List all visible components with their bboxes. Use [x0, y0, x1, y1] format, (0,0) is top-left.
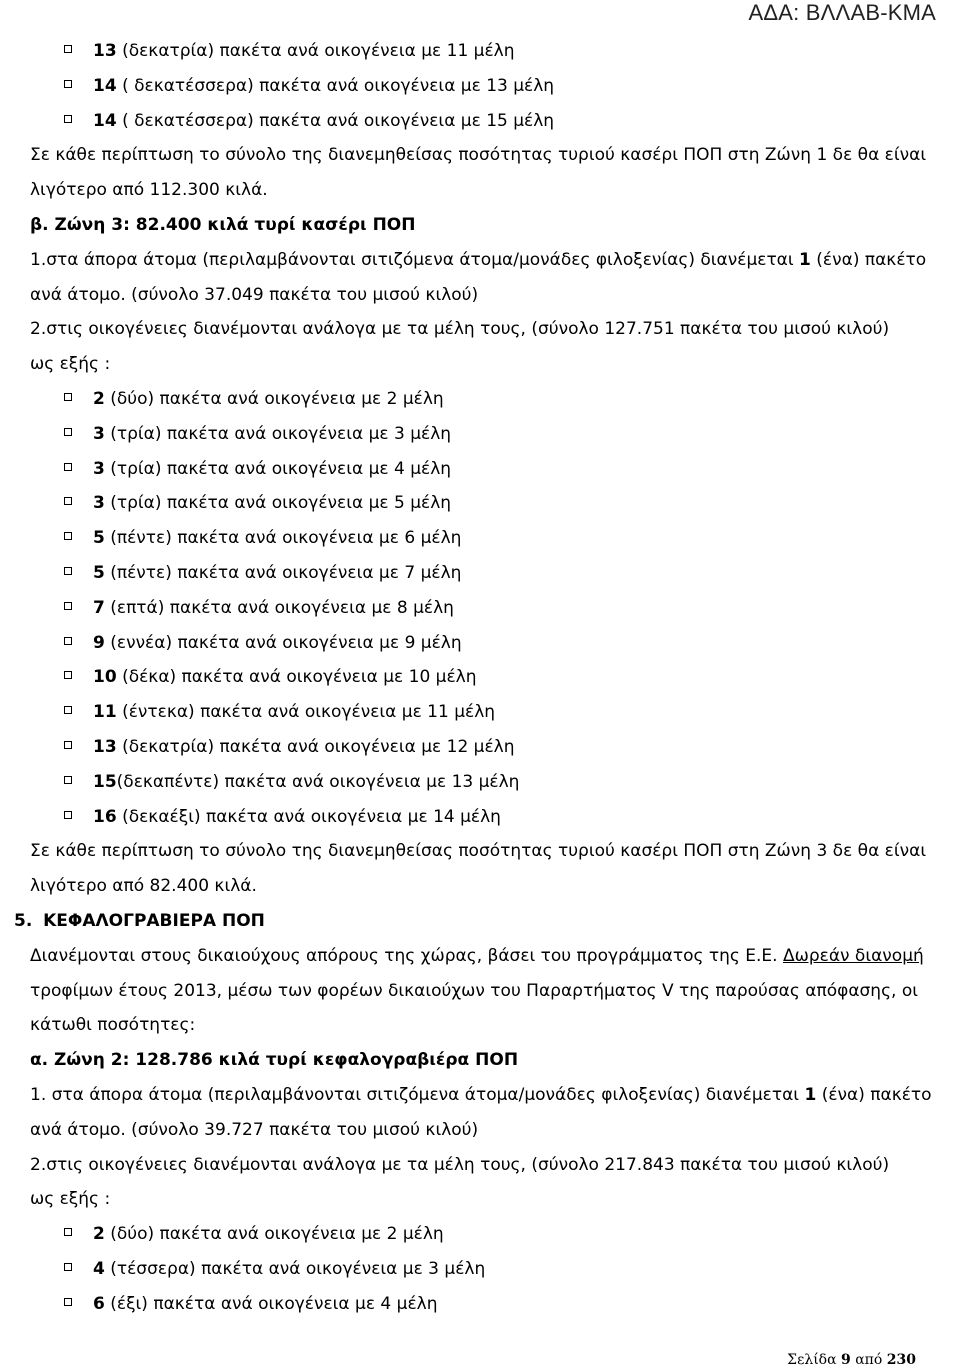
list-item: 3 (τρία) πακέτα ανά οικογένεια με 4 μέλη: [30, 452, 945, 487]
section-heading: 5. ΚΕΦΑΛΟΓΡΑΒΙΕΡΑ ΠΟΠ: [14, 910, 265, 931]
list-item: 3 (τρία) πακέτα ανά οικογένεια με 5 μέλη: [30, 486, 945, 521]
list-item: 14 ( δεκατέσσερα) πακέτα ανά οικογένεια με 15 μέλη: [30, 104, 945, 139]
checkbox-bullet-icon: [64, 706, 72, 714]
paragraph-line: 1.στα άπορα άτομα (περιλαμβάνονται σιτιζόμενα άτομα/μονάδες φιλοξενίας) διανέμεται 1 (ένα) πακέτο: [30, 249, 927, 270]
list-item: 2 (δύο) πακέτα ανά οικογένεια με 2 μέλη: [30, 1217, 945, 1252]
paragraph-line: ως εξής :: [30, 354, 111, 375]
list-item: 10 (δέκα) πακέτα ανά οικογένεια με 10 μέλη: [30, 660, 945, 695]
document-body: [14, 34, 945, 1321]
checkbox-bullet-icon: [64, 497, 72, 505]
list-item: 11 (έντεκα) πακέτα ανά οικογένεια με 11 μέλη: [30, 695, 945, 730]
list-item: 9 (εννέα) πακέτα ανά οικογένεια με 9 μέλη: [30, 626, 945, 661]
checkbox-bullet-icon: [64, 393, 72, 401]
paragraph-line: ως εξής :: [30, 1189, 111, 1210]
checkbox-bullet-icon: [64, 1228, 72, 1236]
checkbox-bullet-icon: [64, 637, 72, 645]
checkbox-bullet-icon: [64, 776, 72, 784]
paragraph-line: 1. στα άπορα άτομα (περιλαμβάνονται σιτιζόμενα άτομα/μονάδες φιλοξενίας) διανέμεται 1 (ένα) πακέτο: [30, 1084, 932, 1105]
ada-code: ΑΔΑ: ΒΛΛΑΒ-ΚΜΑ: [748, 0, 936, 25]
checkbox-bullet-icon: [64, 428, 72, 436]
paragraph-line: 2.στις οικογένειες διανέμονται ανάλογα με τα μέλη τους, (σύνολο 217.843 πακέτα του μισού κιλού): [30, 1154, 890, 1175]
list-item: 5 (πέντε) πακέτα ανά οικογένεια με 6 μέλη: [30, 521, 945, 556]
checkbox-bullet-icon: [64, 80, 72, 88]
paragraph-line: Διανέμονται στους δικαιούχους απόρους της χώρας, βάσει του προγράμματος της Ε.Ε. Δωρεάν διανομή: [30, 945, 924, 966]
checkbox-bullet-icon: [64, 811, 72, 819]
paragraph-line: Σε κάθε περίπτωση το σύνολο της διανεμηθείσας ποσότητας τυριού κασέρι ΠΟΠ στη Ζώνη 3 δε θα είναι: [30, 841, 927, 862]
list-item: 15(δεκαπέντε) πακέτα ανά οικογένεια με 13 μέλη: [30, 765, 945, 800]
paragraph-line: κάτωθι ποσότητες:: [30, 1015, 196, 1036]
checkbox-bullet-icon: [64, 602, 72, 610]
list-item: 4 (τέσσερα) πακέτα ανά οικογένεια με 3 μέλη: [30, 1252, 945, 1287]
checkbox-bullet-icon: [64, 1298, 72, 1306]
paragraph-line: ανά άτομο. (σύνολο 37.049 πακέτα του μισού κιλού): [30, 284, 479, 305]
list-item: 2 (δύο) πακέτα ανά οικογένεια με 2 μέλη: [30, 382, 945, 417]
checkbox-bullet-icon: [64, 671, 72, 679]
paragraph-line: λιγότερο από 82.400 κιλά.: [30, 876, 257, 897]
list-item: 13 (δεκατρία) πακέτα ανά οικογένεια με 12 μέλη: [30, 730, 945, 765]
paragraph-line: λιγότερο από 112.300 κιλά.: [30, 180, 268, 201]
list-item: 14 ( δεκατέσσερα) πακέτα ανά οικογένεια με 13 μέλη: [30, 69, 945, 104]
page-number: Σελίδα 9 από 230: [787, 1352, 916, 1368]
paragraph-line: 2.στις οικογένειες διανέμονται ανάλογα με τα μέλη τους, (σύνολο 127.751 πακέτα του μισού κιλού): [30, 319, 890, 340]
list-item: 5 (πέντε) πακέτα ανά οικογένεια με 7 μέλη: [30, 556, 945, 591]
checkbox-bullet-icon: [64, 532, 72, 540]
checkbox-bullet-icon: [64, 1263, 72, 1271]
list-item: 7 (επτά) πακέτα ανά οικογένεια με 8 μέλη: [30, 591, 945, 626]
checkbox-bullet-icon: [64, 741, 72, 749]
section-heading: α. Ζώνη 2: 128.786 κιλά τυρί κεφαλογραβιέρα ΠΟΠ: [30, 1050, 519, 1071]
list-item: 13 (δεκατρία) πακέτα ανά οικογένεια με 11 μέλη: [30, 34, 945, 69]
checkbox-bullet-icon: [64, 115, 72, 123]
section-heading: β. Ζώνη 3: 82.400 κιλά τυρί κασέρι ΠΟΠ: [30, 214, 416, 235]
paragraph-line: Σε κάθε περίπτωση το σύνολο της διανεμηθείσας ποσότητας τυριού κασέρι ΠΟΠ στη Ζώνη 1 δε θα είναι: [30, 145, 927, 166]
checkbox-bullet-icon: [64, 463, 72, 471]
paragraph-line: ανά άτομο. (σύνολο 39.727 πακέτα του μισού κιλού): [30, 1119, 479, 1140]
checkbox-bullet-icon: [64, 45, 72, 53]
checkbox-bullet-icon: [64, 567, 72, 575]
list-item: 6 (έξι) πακέτα ανά οικογένεια με 4 μέλη: [30, 1287, 945, 1322]
list-item: 3 (τρία) πακέτα ανά οικογένεια με 3 μέλη: [30, 417, 945, 452]
list-item: 16 (δεκαέξι) πακέτα ανά οικογένεια με 14 μέλη: [30, 800, 945, 835]
paragraph-line: τροφίμων έτους 2013, μέσω των φορέων δικαιούχων του Παραρτήματος V της παρούσας απόφασης, οι: [30, 980, 919, 1001]
